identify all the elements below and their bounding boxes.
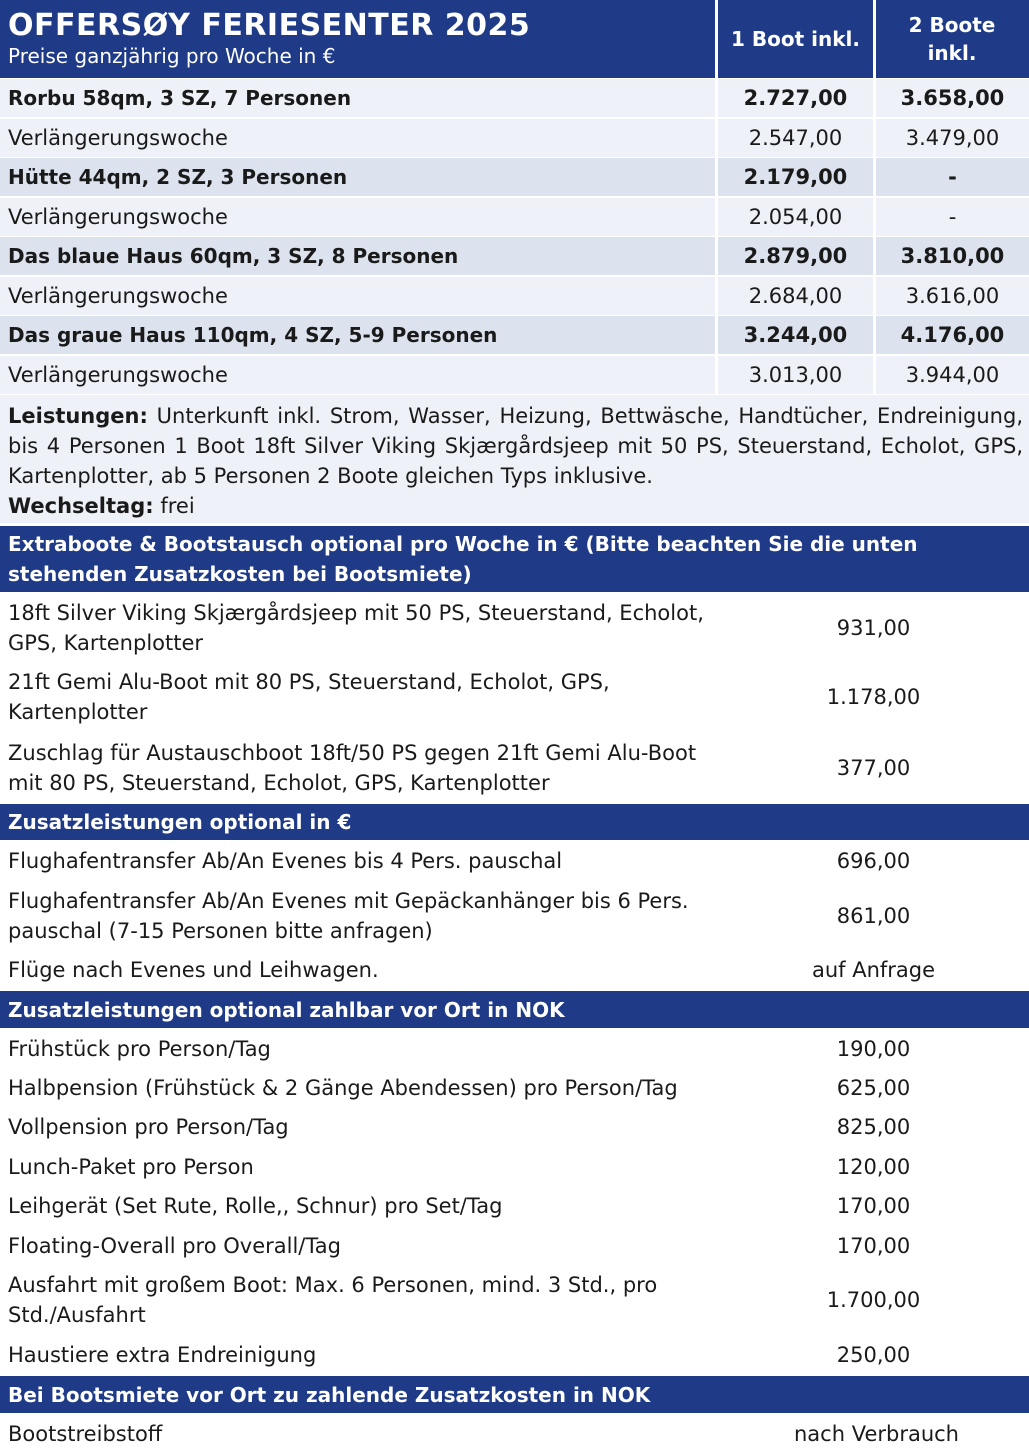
option-row	[0, 1415, 1029, 1452]
option-label: Flughafentransfer Ab/An Evenes mit Gepäckanhänger bis 6 Pers. pauschal (7-15 Personen bitte anfragen)	[8, 889, 689, 943]
accommodation-name: Das graue Haus 110qm, 4 SZ, 5-9 Personen	[8, 323, 498, 347]
price-row	[0, 237, 1029, 275]
option-row	[0, 1148, 1029, 1186]
option-label: Bootstreibstoff	[8, 1421, 163, 1446]
option-label: Frühstück pro Person/Tag	[8, 1037, 271, 1061]
section-title: Zusatzleistungen optional in €	[8, 810, 352, 834]
option-label: Lunch-Paket pro Person	[8, 1155, 254, 1179]
price-1-boat: 2.684,00	[748, 284, 843, 308]
option-row	[0, 1266, 1029, 1334]
price-2-boats: 3.658,00	[900, 86, 1005, 110]
price-2-boats: 3.810,00	[900, 244, 1005, 268]
option-price: 190,00	[836, 1037, 911, 1061]
option-price: 625,00	[836, 1076, 911, 1100]
price-1-boat: 2.879,00	[743, 244, 848, 268]
option-label: 21ft Gemi Alu-Boot mit 80 PS, Steuerstand, Echolot, GPS, Kartenplotter	[8, 670, 610, 724]
option-price: 120,00	[836, 1155, 911, 1179]
option-price: auf Anfrage	[811, 958, 936, 982]
section-title: Zusatzleistungen optional zahlbar vor Ort in NOK	[8, 997, 565, 1022]
option-row	[0, 733, 1029, 802]
price-1-boat: 2.547,00	[748, 126, 843, 150]
option-label: Haustiere extra Endreinigung	[8, 1343, 317, 1367]
price-row	[0, 277, 1029, 315]
option-row	[0, 1227, 1029, 1265]
price-1-boat: 2.727,00	[743, 86, 848, 110]
price-1-boat: 2.054,00	[748, 205, 843, 229]
services-description: Unterkunft inkl. Strom, Wasser, Heizung, Bettwäsche, Handtücher, Endreinigung, bis 4 Personen 1 Boot 18ft Silver Viking Skjærgårdsjeep mit 50 PS, Steuerstand, Echolot, GPS, Kartenplotter, ab 5 Personen 2 Boote gleichen Typs inklusive.	[8, 404, 1023, 488]
section-header-extra-boats	[0, 526, 1029, 592]
section-header-boat-rental-costs	[0, 1376, 1029, 1413]
option-label: Flughafentransfer Ab/An Evenes bis 4 Pers. pauschal	[8, 849, 563, 873]
section-title: Extraboote & Bootstausch optional pro Woche in € (Bitte beachten Sie die unten stehenden Zusatzkosten bei Bootsmiete)	[8, 532, 918, 586]
price-2-boats: -	[948, 205, 957, 229]
option-label: Flüge nach Evenes und Leihwagen.	[8, 958, 379, 982]
extension-week-label: Verlängerungswoche	[8, 284, 228, 308]
price-2-boats: 4.176,00	[900, 323, 1005, 347]
option-row	[0, 1108, 1029, 1146]
option-price: 170,00	[836, 1234, 911, 1258]
price-row	[0, 158, 1029, 196]
extension-week-label: Verlängerungswoche	[8, 126, 228, 150]
services-label: Leistungen:	[8, 404, 148, 428]
option-label: Floating-Overall pro Overall/Tag	[8, 1234, 341, 1258]
services-text	[8, 401, 1023, 521]
option-row	[0, 1030, 1029, 1068]
option-label: 18ft Silver Viking Skjærgårdsjeep mit 50 PS, Steuerstand, Echolot, GPS, Kartenplotter	[8, 600, 704, 655]
option-row	[0, 1187, 1029, 1225]
option-price: 1.700,00	[826, 1288, 921, 1312]
changeover-day-value: frei	[160, 494, 195, 518]
option-price: 170,00	[836, 1194, 911, 1218]
option-label: Vollpension pro Person/Tag	[8, 1115, 289, 1139]
section-title: Bei Bootsmiete vor Ort zu zahlende Zusatzkosten in NOK	[8, 1382, 651, 1407]
option-row	[0, 663, 1029, 731]
price-row	[0, 198, 1029, 236]
column-header-2-boats: 2 Boote inkl.	[908, 13, 996, 65]
section-header-extras-nok	[0, 991, 1029, 1028]
option-price: 696,00	[836, 849, 911, 873]
page-title: OFFERSØY FERIESENTER 2025	[8, 8, 531, 43]
option-price: 1.178,00	[826, 685, 921, 709]
changeover-day-label: Wechseltag:	[8, 494, 154, 518]
extension-week-label: Verlängerungswoche	[8, 363, 228, 387]
price-row	[0, 79, 1029, 117]
price-1-boat: 3.244,00	[743, 323, 848, 347]
option-row	[0, 1069, 1029, 1107]
option-price: 861,00	[836, 904, 911, 928]
services-included-block	[0, 395, 1029, 523]
accommodation-name: Rorbu 58qm, 3 SZ, 7 Personen	[8, 86, 352, 110]
option-row	[0, 1336, 1029, 1374]
price-1-boat: 2.179,00	[743, 165, 848, 189]
option-label: Leihgerät (Set Rute, Rolle,, Schnur) pro Set/Tag	[8, 1194, 503, 1218]
accommodation-name: Hütte 44qm, 2 SZ, 3 Personen	[8, 165, 348, 189]
option-label: Halbpension (Frühstück & 2 Gänge Abendessen) pro Person/Tag	[8, 1076, 678, 1100]
price-2-boats: 3.616,00	[905, 284, 1000, 308]
extension-week-label: Verlängerungswoche	[8, 205, 228, 229]
option-price: nach Verbrauch	[794, 1421, 959, 1446]
price-row	[0, 119, 1029, 157]
accommodation-name: Das blaue Haus 60qm, 3 SZ, 8 Personen	[8, 244, 459, 268]
section-header-extras-eur	[0, 804, 1029, 840]
option-row	[0, 951, 1029, 989]
option-price: 931,00	[836, 615, 911, 640]
price-row	[0, 356, 1029, 394]
option-row	[0, 842, 1029, 880]
page-subtitle: Preise ganzjährig pro Woche in €	[8, 44, 336, 68]
price-2-boats: -	[948, 165, 957, 189]
option-label: Zuschlag für Austauschboot 18ft/50 PS gegen 21ft Gemi Alu-Boot mit 80 PS, Steuerstand, Echolot, GPS, Kartenplotter	[8, 740, 697, 795]
column-header-1-boat: 1 Boot inkl.	[731, 27, 860, 51]
option-price: 250,00	[836, 1343, 911, 1367]
price-2-boats: 3.944,00	[905, 363, 1000, 387]
option-price: 377,00	[836, 755, 911, 780]
price-table-header	[0, 0, 1029, 78]
option-price: 825,00	[836, 1115, 911, 1139]
option-label: Ausfahrt mit großem Boot: Max. 6 Personen, mind. 3 Std., pro Std./Ausfahrt	[8, 1273, 658, 1327]
price-1-boat: 3.013,00	[748, 363, 843, 387]
option-row	[0, 882, 1029, 950]
price-2-boats: 3.479,00	[905, 126, 1000, 150]
price-row	[0, 316, 1029, 354]
option-row	[0, 594, 1029, 661]
